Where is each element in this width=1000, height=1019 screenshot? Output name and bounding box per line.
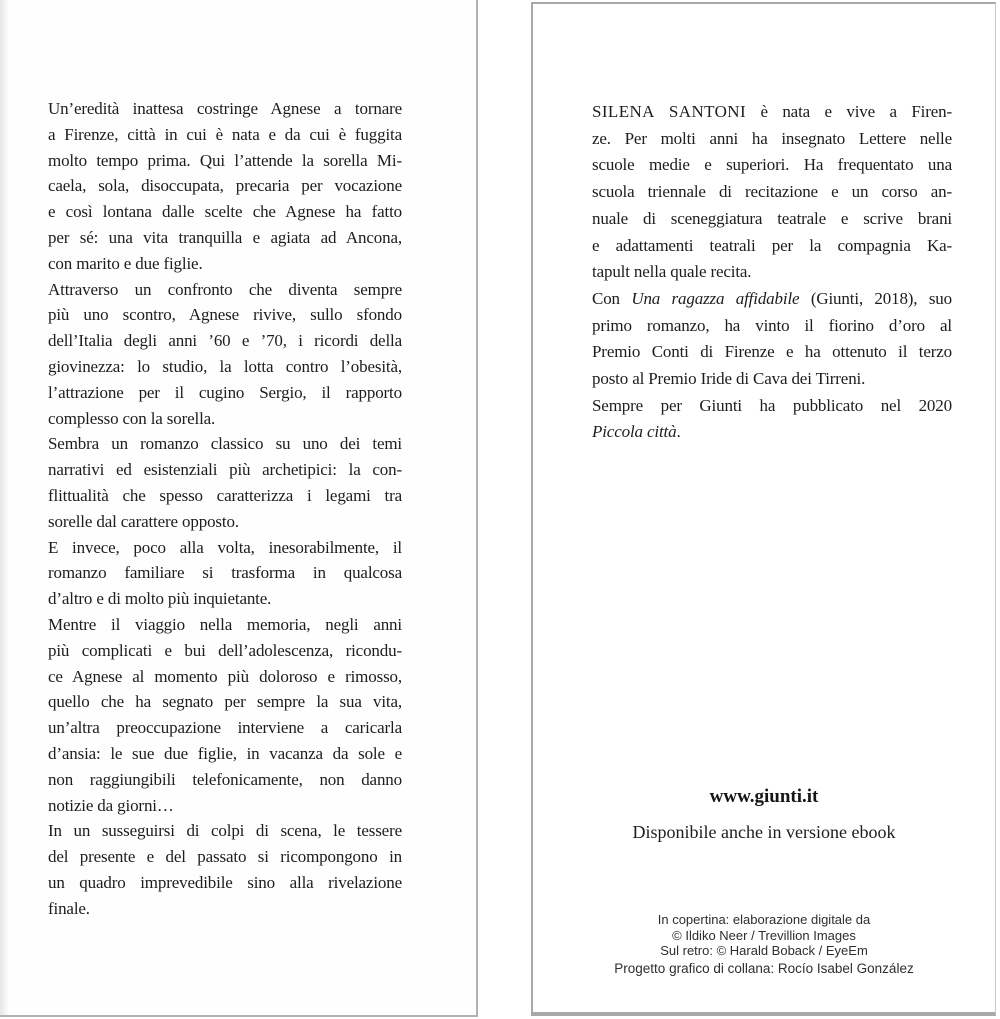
text-line xyxy=(48,767,402,793)
text-segment: ze. Per molti anni ha insegnato Lettere nelle xyxy=(592,128,952,148)
text-line xyxy=(48,664,402,690)
text-line xyxy=(48,560,402,586)
text-segment: è nata e vive a Firen- xyxy=(746,102,952,121)
text-line xyxy=(48,715,402,741)
text-segment: notizie da giorni… xyxy=(48,795,174,815)
text-segment: a Firenze, città in cui è nata e da cui è fuggita xyxy=(48,124,402,144)
text-line xyxy=(48,535,402,561)
publisher-website-url: www.giunti.it xyxy=(709,786,819,807)
text-line xyxy=(592,179,952,206)
text-segment: . xyxy=(676,422,681,442)
text-segment: tapult nella quale recita. xyxy=(592,262,752,282)
text-segment: un quadro imprevedibile sino alla rivelazione xyxy=(48,872,402,892)
text-line xyxy=(48,612,402,638)
synopsis-paragraph xyxy=(48,277,402,432)
text-line xyxy=(48,870,402,896)
text-segment: con marito e due figlie. xyxy=(48,253,203,273)
text-line xyxy=(48,328,402,354)
text-segment: Con xyxy=(592,288,632,308)
text-line xyxy=(48,173,402,199)
text-segment: complesso con la sorella. xyxy=(48,408,216,428)
author-bio-text-block xyxy=(592,99,952,446)
text-segment: caela, sola, disoccupata, precaria per vocazione xyxy=(48,176,402,196)
text-line xyxy=(48,483,402,509)
text-line xyxy=(592,126,952,153)
text-segment: molto tempo prima. Qui l’attende la sorella Mi- xyxy=(48,150,402,170)
bio-paragraph xyxy=(592,286,952,393)
text-segment: e così lontana dalle scelte che Agnese ha fatto xyxy=(48,202,402,222)
text-segment: E invece, poco alla volta, inesorabilmente, il xyxy=(48,537,402,557)
text-line xyxy=(48,96,402,122)
text-line xyxy=(592,286,952,313)
text-line xyxy=(48,741,402,767)
text-segment: romanzo familiare si trasforma in qualcosa xyxy=(48,563,402,583)
text-segment: flittualità che spesso caratterizza i legami tra xyxy=(48,485,402,505)
synopsis-paragraph xyxy=(48,612,402,818)
text-line xyxy=(48,251,402,277)
text-segment: l’attrazione per il cugino Sergio, il rapporto xyxy=(48,382,402,402)
text-line xyxy=(48,380,402,406)
text-line xyxy=(48,406,402,432)
text-segment: narrativi ed esistenziali più archetipici: la con- xyxy=(48,460,402,480)
text-line xyxy=(48,148,402,174)
cover-image-credits xyxy=(533,912,995,959)
text-segment: per sé: una vita tranquilla e agiata ad Ancona, xyxy=(48,227,402,247)
text-segment: scuola triennale di recitazione e un corso an- xyxy=(592,182,952,202)
bio-paragraph xyxy=(592,99,952,286)
text-segment: giovinezza: lo studio, la lotta contro l’obesità, xyxy=(48,356,402,376)
text-line xyxy=(48,509,402,535)
text-line xyxy=(48,354,402,380)
text-segment: d’ansia: le sue due figlie, in vacanza da sole e xyxy=(48,743,402,763)
text-line xyxy=(48,277,402,303)
right-flap-panel xyxy=(531,2,996,1016)
ebook-availability-note: Disponibile anche in versione ebook xyxy=(632,822,896,842)
text-segment: dell’Italia degli anni ’60 e ’70, i ricordi della xyxy=(48,331,402,351)
text-segment: più uno scontro, Agnese rivive, sullo sfondo xyxy=(48,305,402,325)
text-segment: nuale di sceneggiatura teatrale e scrive brani xyxy=(592,208,952,228)
text-line xyxy=(48,199,402,225)
book-title-italic: Piccola città xyxy=(592,422,677,442)
text-line xyxy=(592,366,952,393)
text-segment: più complicati e bui dell’adolescenza, ricondu- xyxy=(48,640,402,660)
text-line xyxy=(592,393,952,420)
text-segment: e adattamenti teatrali per la compagnia Ka- xyxy=(592,235,952,255)
text-line xyxy=(48,457,402,483)
text-line xyxy=(48,844,402,870)
text-segment: In un susseguirsi di colpi di scena, le tessere xyxy=(48,821,402,841)
text-segment: scuole medie e superiori. Ha frequentato una xyxy=(592,155,952,175)
synopsis-paragraph xyxy=(48,96,402,277)
text-segment: Premio Conti di Firenze e ha ottenuto il terzo xyxy=(592,342,952,362)
text-line xyxy=(48,122,402,148)
text-line xyxy=(592,99,952,126)
synopsis-paragraph xyxy=(48,535,402,612)
text-segment: del presente e del passato si ricompongono in xyxy=(48,847,402,867)
text-line xyxy=(592,233,952,260)
text-segment: Mentre il viaggio nella memoria, negli anni xyxy=(48,614,402,634)
text-line xyxy=(48,225,402,251)
text-line xyxy=(48,896,402,922)
text-line xyxy=(48,793,402,819)
text-line xyxy=(48,431,402,457)
credit-line: In copertina: elaborazione digitale da xyxy=(657,912,871,927)
text-line xyxy=(48,638,402,664)
book-title-italic: Una ragazza affidabile xyxy=(631,288,800,308)
text-line xyxy=(48,302,402,328)
text-line xyxy=(48,818,402,844)
text-segment: d’altro e di molto più inquietante. xyxy=(48,589,272,609)
text-line xyxy=(592,152,952,179)
text-segment: (Giunti, 2018), suo xyxy=(799,288,952,308)
credit-line: Sul retro: © Harald Boback / EyeEm xyxy=(660,943,868,959)
text-segment: Attraverso un confronto che diventa sempre xyxy=(48,279,402,299)
synopsis-text-block xyxy=(48,96,402,922)
text-segment: Sempre per Giunti ha pubblicato nel 2020 xyxy=(592,395,952,415)
series-design-credit: Progetto grafico di collana: Rocío Isabel González xyxy=(614,961,914,976)
left-flap-panel xyxy=(0,0,478,1017)
panel-fold-shadow xyxy=(0,0,9,1015)
text-segment: posto al Premio Iride di Cava dei Tirreni. xyxy=(592,369,866,389)
text-segment: Un’eredità inattesa costringe Agnese a tornare xyxy=(48,99,402,118)
synopsis-paragraph xyxy=(48,818,402,921)
text-segment: finale. xyxy=(48,898,90,918)
text-line xyxy=(48,586,402,612)
text-line xyxy=(592,313,952,340)
text-segment: quello che ha segnato per sempre la sua vita, xyxy=(48,692,402,712)
text-segment: primo romanzo, ha vinto il fiorino d’oro al xyxy=(592,315,952,335)
text-line xyxy=(48,689,402,715)
synopsis-paragraph xyxy=(48,431,402,534)
text-segment: Sembra un romanzo classico su uno dei temi xyxy=(48,434,402,454)
bio-paragraph xyxy=(592,393,952,446)
text-segment: ce Agnese al momento più doloroso e rimosso, xyxy=(48,666,402,686)
author-name-caps: SILENA SANTONI xyxy=(592,102,747,121)
text-segment: sorelle dal carattere opposto. xyxy=(48,511,239,531)
text-segment: un’altra preoccupazione interviene a caricarla xyxy=(48,718,402,738)
credit-line: © Ildiko Neer / Trevillion Images xyxy=(672,927,856,943)
text-line xyxy=(592,259,952,286)
text-line xyxy=(592,206,952,233)
text-segment: non raggiungibili telefonicamente, non danno xyxy=(48,769,402,789)
text-line xyxy=(592,419,952,446)
text-line xyxy=(592,339,952,366)
